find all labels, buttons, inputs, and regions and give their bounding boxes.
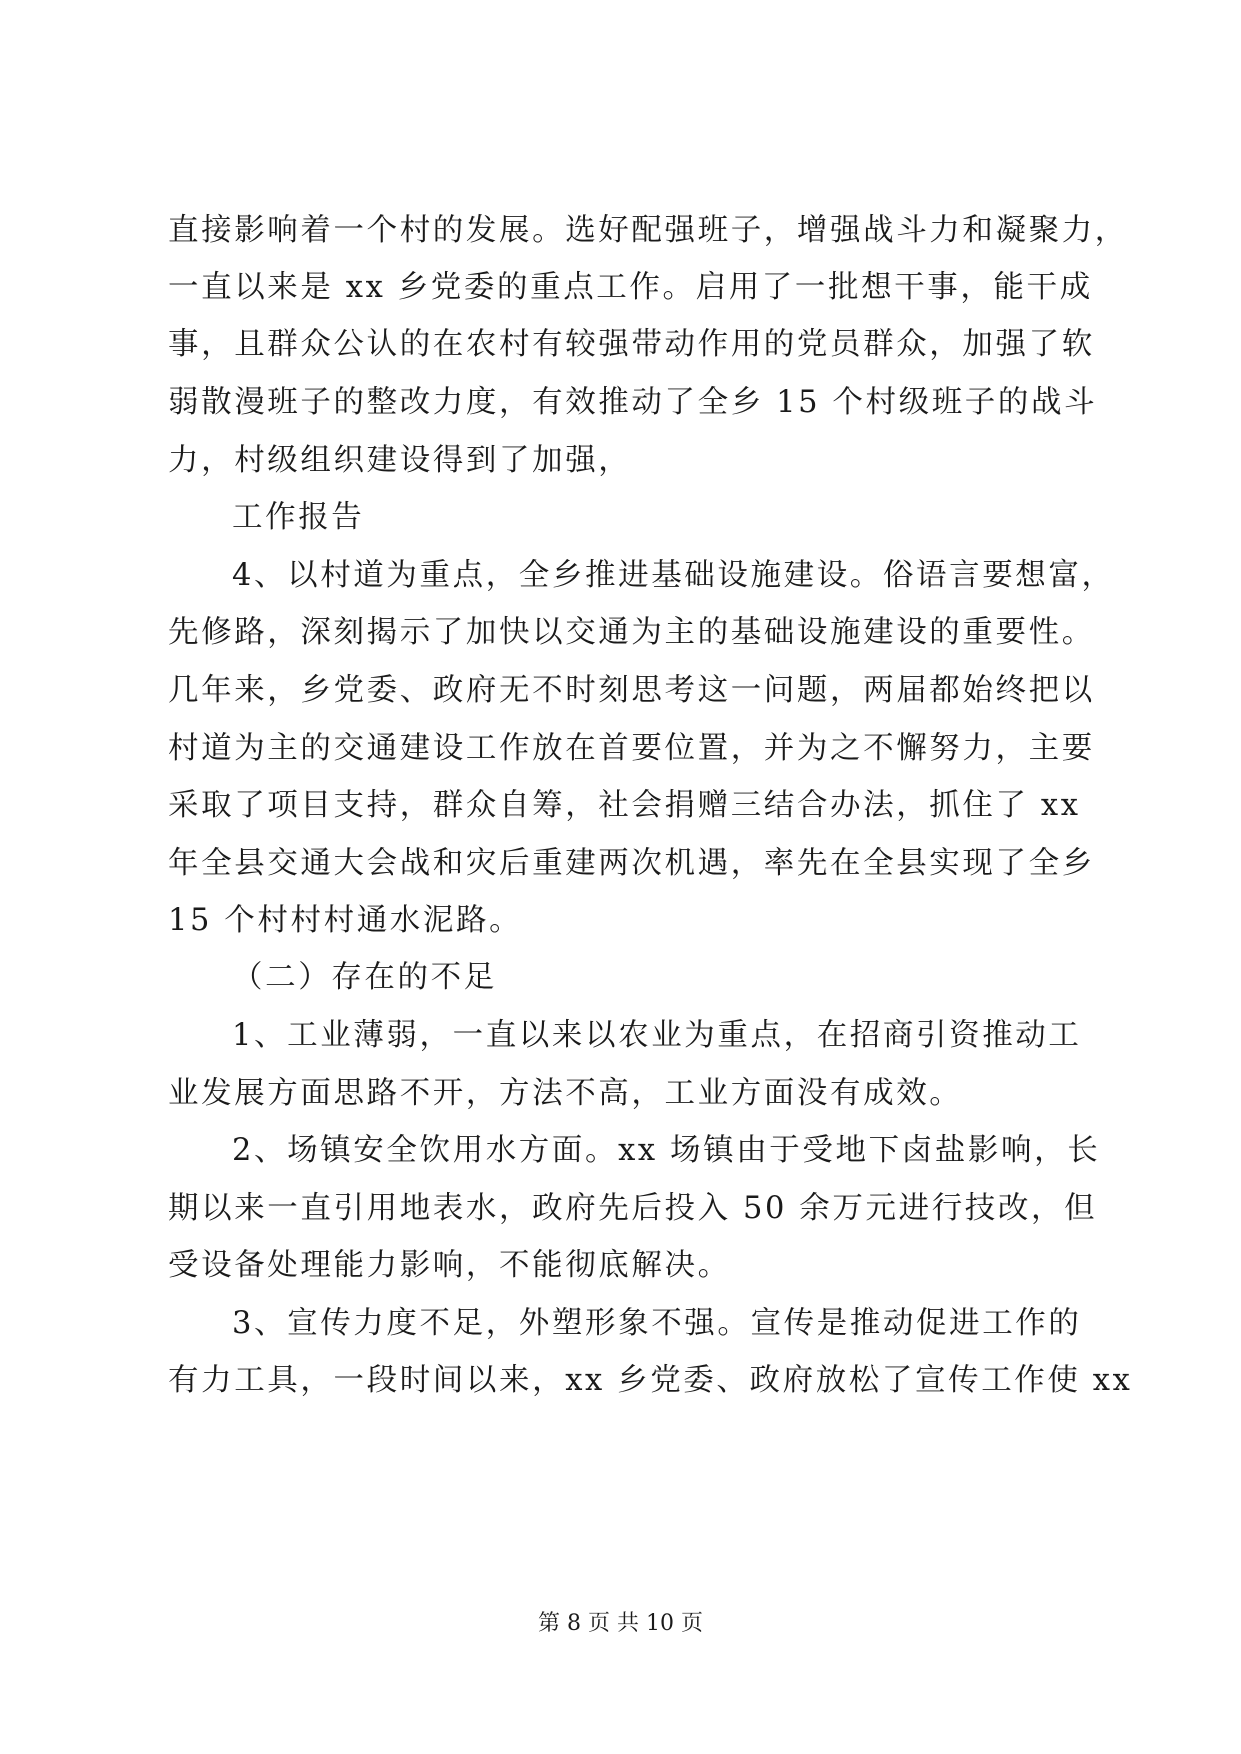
paragraph-line: 事，且群众公认的在农村有较强带动作用的党员群众，加强了软 xyxy=(168,327,1095,362)
section-heading: （二）存在的不足 xyxy=(232,960,497,995)
paragraph-line: 力，村级组织建设得到了加强， xyxy=(168,443,632,478)
paragraph-line: 业发展方面思路不开，方法不高，工业方面没有成效。 xyxy=(168,1076,963,1111)
paragraph-line: 2、场镇安全饮用水方面。xx 场镇由于受地下卤盐影响，长 xyxy=(232,1133,1101,1168)
paragraph-line: 15 个村村村通水泥路。 xyxy=(168,903,523,938)
paragraph-line: 采取了项目支持，群众自筹，社会捐赠三结合办法，抓住了 xx xyxy=(168,788,1081,823)
paragraph-line: 村道为主的交通建设工作放在首要位置，并为之不懈努力，主要 xyxy=(168,731,1095,766)
paragraph-line: 直接影响着一个村的发展。选好配强班子，增强战斗力和凝聚力， xyxy=(168,213,1128,248)
paragraph-line: 几年来，乡党委、政府无不时刻思考这一问题，两届都始终把以 xyxy=(168,673,1095,708)
paragraph-line: 3、宣传力度不足，外塑形象不强。宣传是推动促进工作的 xyxy=(232,1306,1082,1341)
paragraph-line: 4、以村道为重点，全乡推进基础设施建设。俗语言要想富， xyxy=(232,558,1115,593)
paragraph-line: 受设备处理能力影响，不能彻底解决。 xyxy=(168,1248,731,1283)
paragraph-line: 1、工业薄弱，一直以来以农业为重点，在招商引资推动工 xyxy=(232,1018,1082,1053)
paragraph-line: 先修路，深刻揭示了加快以交通为主的基础设施建设的重要性。 xyxy=(168,615,1095,650)
paragraph-line: 一直以来是 xx 乡党委的重点工作。启用了一批想干事，能干成 xyxy=(168,270,1093,305)
paragraph-line: 弱散漫班子的整改力度，有效推动了全乡 15 个村级班子的战斗 xyxy=(168,385,1098,420)
page-footer: 第 8 页 共 10 页 xyxy=(538,1611,703,1636)
paragraph-line: 期以来一直引用地表水，政府先后投入 50 余万元进行技改，但 xyxy=(168,1191,1098,1226)
paragraph-line: 有力工具，一段时间以来，xx 乡党委、政府放松了宣传工作使 xx xyxy=(168,1363,1133,1398)
section-heading: 工作报告 xyxy=(232,500,365,535)
paragraph-line: 年全县交通大会战和灾后重建两次机遇，率先在全县实现了全乡 xyxy=(168,846,1095,881)
